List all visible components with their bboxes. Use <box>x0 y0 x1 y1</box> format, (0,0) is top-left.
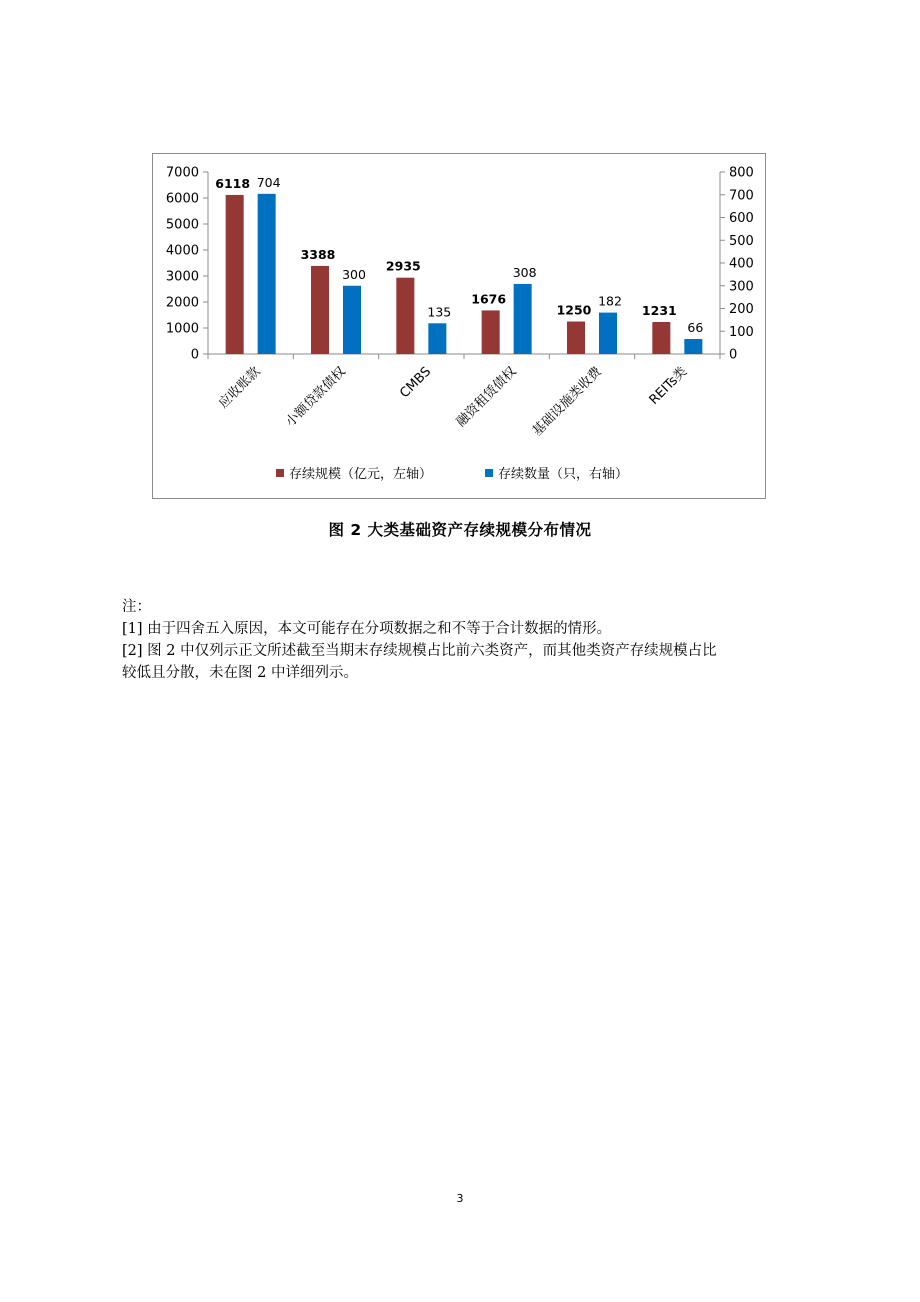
notes <box>122 596 812 684</box>
right-tick-label: 400 <box>729 256 754 272</box>
data-label-count: 300 <box>342 266 366 282</box>
bar-chart <box>153 154 767 500</box>
right-tick-label: 700 <box>729 188 754 204</box>
category-label: 小额贷款债权 <box>283 364 349 430</box>
left-tick-label: 1000 <box>165 321 199 337</box>
left-tick-label: 6000 <box>165 191 199 207</box>
bar-count <box>258 194 276 354</box>
right-tick-label: 800 <box>729 165 754 181</box>
note-line: 较低且分散，未在图 2 中详细列示。 <box>122 665 358 681</box>
bar-count <box>343 286 361 354</box>
right-tick-label: 500 <box>729 233 754 249</box>
left-tick-label: 0 <box>190 347 199 363</box>
left-tick-label: 3000 <box>165 269 199 285</box>
left-tick-label: 5000 <box>165 217 199 233</box>
category-label: CMBS <box>397 364 435 402</box>
data-label-scale: 1676 <box>471 291 507 307</box>
data-label-scale: 3388 <box>300 246 336 262</box>
note-line: [1] 由于四舍五入原因，本文可能存在分项数据之和不等于合计数据的情形。 <box>122 621 612 637</box>
right-tick-label: 600 <box>729 211 754 226</box>
bar-count <box>428 323 446 354</box>
notes-heading: 注： <box>122 599 151 615</box>
data-label-scale: 1250 <box>556 302 592 318</box>
figure-caption: 图 2 大类基础资产存续规模分布情况 <box>328 521 592 539</box>
data-label-count: 704 <box>256 174 281 190</box>
right-tick-label: 0 <box>729 347 738 363</box>
note-line: [2] 图 2 中仅列示正文所述截至当期末存续规模占比前六类资产，而其他类资产存续规模占比 <box>122 643 717 659</box>
chart-container <box>152 153 766 499</box>
left-tick-label: 4000 <box>165 243 199 259</box>
data-label-scale: 6118 <box>215 175 251 191</box>
right-tick-label: 100 <box>729 324 754 340</box>
bar-count <box>684 339 702 354</box>
data-label-count: 308 <box>512 264 537 280</box>
bar-scale <box>652 322 670 354</box>
left-tick-label: 7000 <box>165 165 199 181</box>
legend-label-scale: 存续规模（亿元，左轴） <box>289 467 433 482</box>
category-label: 基础设施类收费 <box>529 364 605 440</box>
left-tick-label: 2000 <box>165 295 199 311</box>
bar-scale <box>311 266 329 354</box>
bar-count <box>599 313 617 354</box>
legend-swatch-count <box>485 469 493 477</box>
category-label: 应收账款 <box>216 364 264 412</box>
category-label: 融资租赁债权 <box>453 364 520 430</box>
bar-scale <box>482 310 500 354</box>
bar-scale <box>567 322 585 355</box>
data-label-count: 182 <box>598 293 622 309</box>
bar-scale <box>396 278 414 354</box>
bar-count <box>514 284 532 354</box>
data-label-count: 66 <box>687 319 704 335</box>
legend-swatch-scale <box>276 469 284 477</box>
right-tick-label: 300 <box>729 279 754 295</box>
bar-scale <box>226 195 244 354</box>
data-label-count: 135 <box>427 304 452 320</box>
category-label: REITs类 <box>646 364 691 408</box>
legend-label-count: 存续数量（只，右轴） <box>498 467 629 482</box>
right-tick-label: 200 <box>729 302 754 317</box>
page-number: 3 <box>456 1192 464 1205</box>
data-label-scale: 2935 <box>385 258 421 274</box>
data-label-scale: 1231 <box>641 302 677 318</box>
